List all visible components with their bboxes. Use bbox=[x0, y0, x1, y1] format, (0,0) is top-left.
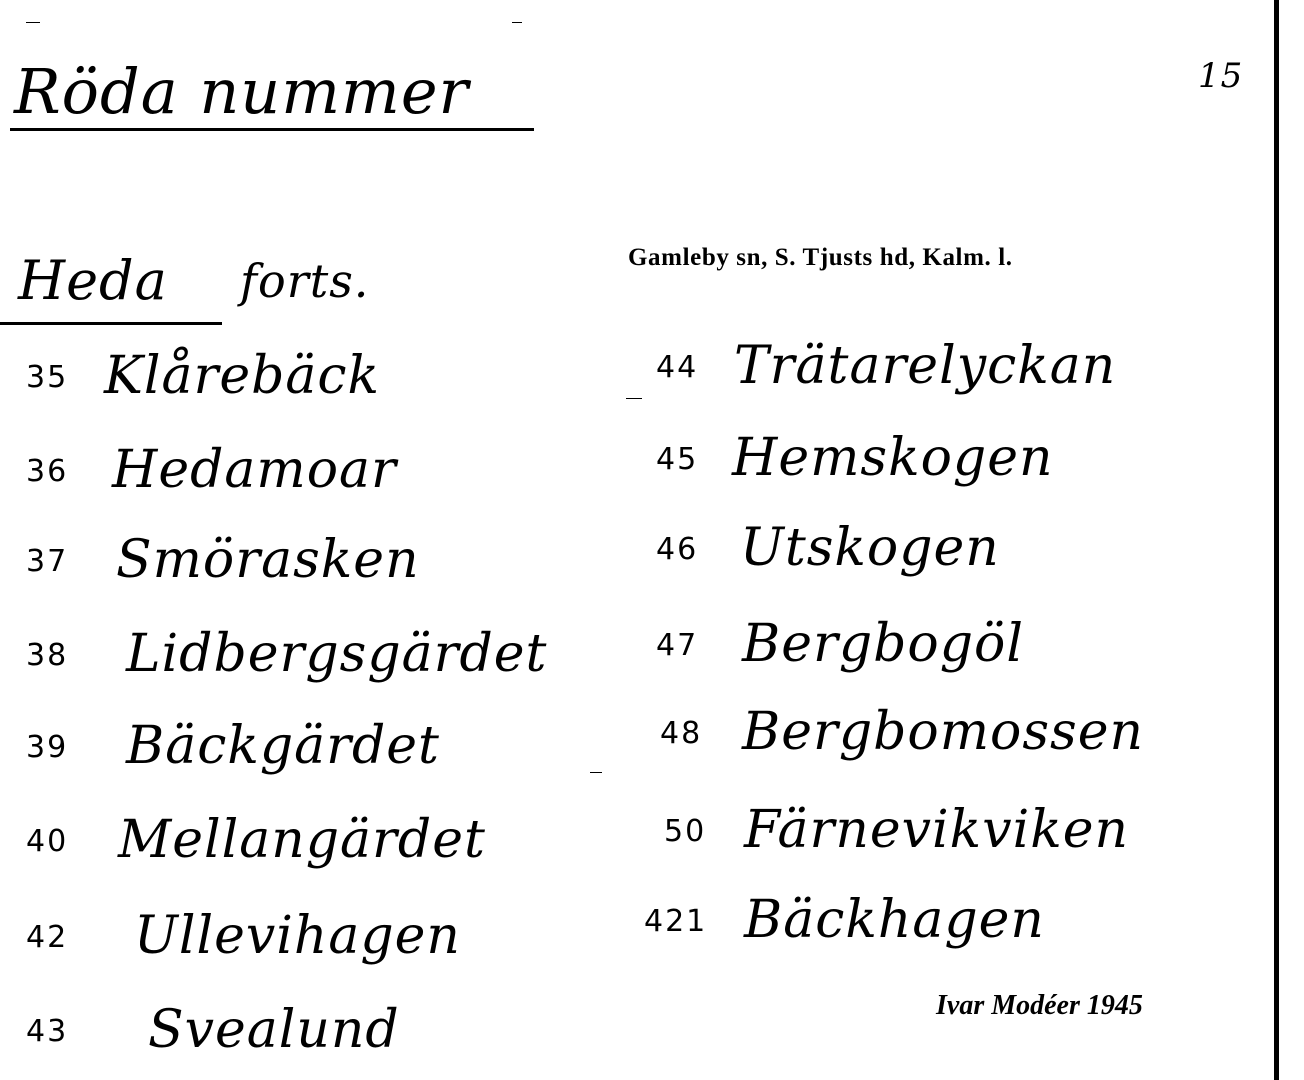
signature: Ivar Modéer 1945 bbox=[936, 990, 1143, 1021]
speck bbox=[26, 22, 40, 23]
entry-name: Bergbogöl bbox=[742, 614, 1024, 674]
entry-name: Mellangärdet bbox=[118, 810, 486, 870]
card-title: Röda nummer bbox=[14, 55, 470, 128]
entry-number: 37 bbox=[26, 544, 69, 579]
section-underline bbox=[0, 322, 222, 325]
entry-number: 43 bbox=[26, 1014, 69, 1049]
entry-number: 40 bbox=[26, 824, 69, 859]
entry-name: Bäckhagen bbox=[744, 890, 1045, 950]
entry-number: 42 bbox=[26, 920, 69, 955]
speck bbox=[626, 398, 642, 399]
entry-number: 50 bbox=[664, 814, 707, 849]
speck bbox=[590, 772, 602, 773]
entry-number: 45 bbox=[656, 442, 699, 477]
printed-header: Gamleby sn, S. Tjusts hd, Kalm. l. bbox=[628, 244, 1013, 271]
entry-number: 47 bbox=[656, 628, 699, 663]
entry-name: Hedamoar bbox=[112, 440, 397, 500]
entry-name: Hemskogen bbox=[732, 428, 1054, 488]
entry-number: 46 bbox=[656, 532, 699, 567]
section-note: forts. bbox=[240, 254, 370, 308]
title-underline bbox=[10, 128, 534, 131]
entry-number: 36 bbox=[26, 454, 69, 489]
entry-name: Klårebäck bbox=[104, 346, 381, 406]
entry-number: 39 bbox=[26, 730, 69, 765]
entry-name: Lidbergsgärdet bbox=[126, 624, 548, 684]
entry-number: 48 bbox=[660, 716, 703, 751]
entry-name: Utskogen bbox=[740, 518, 1000, 578]
entry-name: Trätarelyckan bbox=[734, 336, 1117, 396]
speck bbox=[512, 22, 522, 23]
entry-number: 421 bbox=[644, 904, 708, 939]
entry-name: Svealund bbox=[148, 1000, 400, 1060]
entry-name: Färnevikviken bbox=[744, 800, 1129, 860]
entry-name: Ullevihagen bbox=[134, 906, 461, 966]
entry-number: 35 bbox=[26, 360, 69, 395]
entry-number: 38 bbox=[26, 638, 69, 673]
entry-name: Smörasken bbox=[116, 530, 420, 590]
entry-number: 44 bbox=[656, 350, 699, 385]
entry-name: Bäckgärdet bbox=[126, 716, 440, 776]
card-edge bbox=[1274, 0, 1279, 1080]
page-number: 15 bbox=[1198, 56, 1244, 96]
entry-name: Bergbomossen bbox=[742, 702, 1144, 762]
section-heading: Heda bbox=[18, 249, 168, 312]
